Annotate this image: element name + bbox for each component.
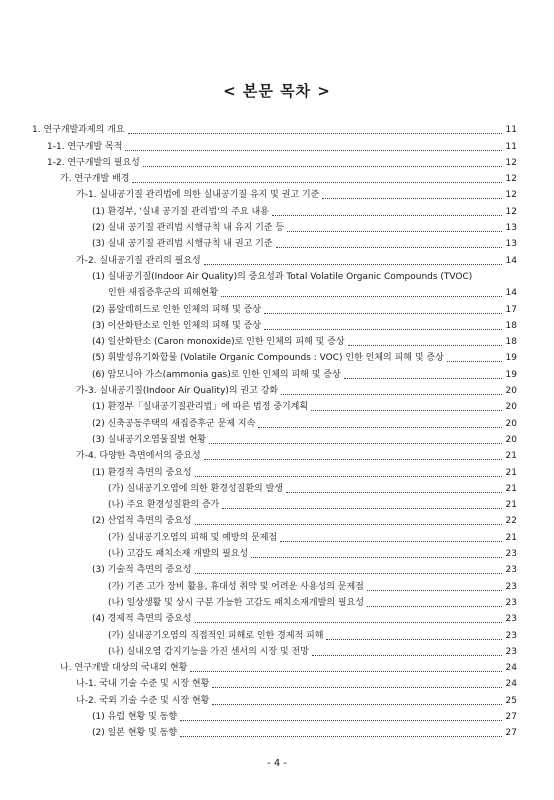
toc-entry-page: 13: [505, 239, 517, 250]
toc-entry-title: 나-1. 국내 기술 수준 및 시장 현황: [76, 679, 210, 690]
toc-entry-title: 1. 연구개발과제의 개요: [32, 125, 125, 136]
dot-leader: [281, 394, 502, 395]
dot-leader: [195, 524, 502, 525]
toc-entry[interactable]: [32, 446, 517, 462]
toc-entry-title: 1-2. 연구개발의 필요성: [47, 157, 140, 168]
toc-entry-page: 21: [505, 467, 517, 478]
toc-entry-title: (나) 실내오염 감지기능을 가진 센서의 시장 및 전망: [108, 646, 309, 657]
page-title: < 본문 목차 >: [223, 82, 331, 100]
dot-leader: [195, 476, 502, 477]
toc-entry-title: (6) 암모니아 가스(ammonia gas)로 인한 인체의 피해 및 증상: [92, 369, 341, 380]
toc-entry[interactable]: [32, 576, 517, 592]
toc-entry-page: 24: [505, 679, 517, 690]
toc-entry-page: 12: [505, 206, 517, 217]
toc-entry-page: 20: [505, 418, 517, 429]
toc-entry-page: 24: [505, 663, 517, 674]
toc-entry-title: (2) 실내 공기질 관리법 시행규칙 내 유지 기준 등: [92, 223, 285, 234]
dot-leader: [447, 361, 502, 362]
toc-entry-page: 27: [505, 711, 517, 722]
toc-entry[interactable]: [32, 674, 517, 690]
toc-entry-title: (가) 기존 고가 장비 활용, 휴대성 취약 및 어려운 사용성의 문제점: [108, 581, 364, 592]
toc-entry-page: 21: [505, 483, 517, 494]
dot-leader: [258, 427, 502, 428]
toc-entry-title: (1) 환경적 측면의 중요성: [92, 467, 192, 478]
toc-entry-page: 14: [505, 255, 517, 266]
dot-leader: [280, 541, 502, 542]
toc-entry-title: (4) 일산화탄소 (Caron monoxide)로 인한 인체의 피해 및 증상: [92, 337, 345, 348]
dot-leader: [322, 198, 502, 199]
toc-entry-page: 20: [505, 386, 517, 397]
toc-entry-page: 12: [505, 157, 517, 168]
table-of-contents: [32, 120, 517, 739]
toc-entry-page: 22: [505, 516, 517, 527]
dot-leader: [312, 655, 502, 656]
dot-leader: [286, 492, 502, 493]
dot-leader: [264, 329, 502, 330]
toc-entry[interactable]: [32, 527, 517, 543]
toc-entry-title: 가. 연구개발 배경: [60, 174, 130, 185]
toc-entry-page: 23: [505, 646, 517, 657]
page-number: - 4 -: [267, 758, 287, 769]
toc-entry-title: 가-1. 실내공기질 관리법에 의한 실내공기질 유지 및 권고 기준: [76, 190, 320, 201]
toc-entry-page: 12: [505, 174, 517, 185]
toc-entry-title: (2) 일본 현황 및 동향: [92, 728, 178, 739]
toc-entry[interactable]: [32, 593, 517, 609]
toc-entry[interactable]: [32, 316, 517, 332]
dot-leader: [132, 182, 502, 183]
dot-leader: [190, 671, 502, 672]
dot-leader: [143, 166, 502, 167]
toc-entry-title: (3) 이산화탄소로 인한 인체의 피해 및 증상: [92, 320, 262, 331]
toc-entry-page: 23: [505, 549, 517, 560]
toc-entry-title: 1-1. 연구개발 목적: [47, 141, 123, 152]
toc-entry-title: (나) 일상생활 및 상시 구분 가능한 고감도 패치소재개발의 필요성: [108, 597, 364, 608]
toc-entry-page: 12: [505, 190, 517, 201]
dot-leader: [128, 133, 502, 134]
toc-entry-title: (3) 기술적 측면의 중요성: [92, 565, 192, 576]
toc-entry-page: 25: [505, 695, 517, 706]
toc-entry[interactable]: [32, 120, 517, 136]
toc-entry[interactable]: [32, 136, 517, 152]
toc-entry-title: (5) 휘발성유기화합물 (Volatile Organic Compounds : VOC) 인한 인체의 피해 및 증상: [92, 353, 444, 364]
toc-entry[interactable]: [32, 250, 517, 266]
toc-entry[interactable]: [32, 169, 517, 185]
toc-entry[interactable]: [32, 201, 517, 217]
dot-leader: [326, 639, 502, 640]
dot-leader: [251, 557, 502, 558]
toc-entry[interactable]: [32, 364, 517, 380]
dot-leader: [195, 622, 502, 623]
toc-entry-title: (2) 산업적 측면의 중요성: [92, 516, 192, 527]
toc-entry-title: (가) 실내공기오염의 피해 및 예방의 문제점: [108, 532, 278, 543]
dot-leader: [367, 590, 502, 591]
toc-entry-title: (1) 환경부, '실내 공기질 관리법'의 주요 내용: [92, 206, 269, 217]
dot-leader: [311, 410, 502, 411]
toc-entry-page: 11: [505, 141, 517, 152]
dot-leader: [264, 313, 502, 314]
toc-entry[interactable]: [32, 234, 517, 250]
toc-entry-page: 17: [505, 304, 517, 315]
toc-entry-page: 13: [505, 223, 517, 234]
toc-entry-title: (나) 고감도 패치소재 개발의 필요성: [108, 549, 249, 560]
toc-entry-page: 27: [505, 728, 517, 739]
toc-entry-title: (3) 실내 공기질 관리법 시행규칙 내 권고 기준: [92, 239, 273, 250]
toc-entry-title: 나-2. 국외 기술 수준 및 시장 현황: [76, 695, 210, 706]
toc-entry-title: (나) 주요 환경성질환의 증가: [108, 500, 220, 511]
toc-entry[interactable]: [32, 723, 517, 739]
toc-entry[interactable]: [32, 495, 517, 511]
toc-entry-page: 20: [505, 402, 517, 413]
toc-entry-page: 23: [505, 614, 517, 625]
dot-leader: [276, 247, 502, 248]
toc-entry[interactable]: [32, 267, 517, 283]
toc-entry-title: (2) 신축공동주택의 새집증후군 문제 지속: [92, 418, 256, 429]
toc-entry[interactable]: [32, 332, 517, 348]
toc-entry[interactable]: [32, 707, 517, 723]
toc-entry[interactable]: [32, 381, 517, 397]
toc-entry-title: (2) 폼알데히드로 인한 인체의 피해 및 증상: [92, 304, 262, 315]
toc-entry-title: 나. 연구개발 대상의 국내외 현황: [60, 663, 188, 674]
toc-entry-page: 11: [505, 125, 517, 136]
toc-entry[interactable]: [32, 430, 517, 446]
toc-entry-page: 21: [505, 532, 517, 543]
toc-entry[interactable]: [32, 690, 517, 706]
toc-entry-page: 21: [505, 500, 517, 511]
dot-leader: [125, 150, 502, 151]
toc-entry[interactable]: [32, 625, 517, 641]
toc-entry-title: (1) 유럽 현황 및 동향: [92, 711, 178, 722]
toc-entry[interactable]: [32, 544, 517, 560]
toc-entry-page: 19: [505, 369, 517, 380]
toc-entry-page: 18: [505, 320, 517, 331]
dot-leader: [212, 704, 502, 705]
toc-entry-title: (3) 실내공기오염물질별 현황: [92, 434, 207, 445]
toc-entry-title: 가-3. 실내공기질(Indoor Air Quality)의 권고 강화: [76, 386, 279, 397]
toc-entry[interactable]: [32, 462, 517, 478]
toc-entry-title: 가-2. 실내공기질 관리의 필요성: [76, 255, 201, 266]
dot-leader: [204, 264, 502, 265]
toc-entry-title: (가) 실내공기오염에 의한 환경성질환의 발생: [108, 483, 283, 494]
toc-entry[interactable]: [32, 560, 517, 576]
dot-leader: [348, 345, 502, 346]
toc-entry-page: 20: [505, 434, 517, 445]
dot-leader: [287, 231, 502, 232]
toc-entry-page: 23: [505, 630, 517, 641]
dot-leader: [180, 720, 502, 721]
dot-leader: [344, 378, 502, 379]
toc-entry[interactable]: [32, 642, 517, 658]
toc-entry[interactable]: [32, 218, 517, 234]
toc-entry[interactable]: [32, 479, 517, 495]
dot-leader: [222, 508, 502, 509]
toc-entry[interactable]: [32, 397, 517, 413]
toc-entry[interactable]: [32, 153, 517, 169]
toc-entry-page: 21: [505, 451, 517, 462]
toc-entry-page: 14: [505, 288, 517, 299]
dot-leader: [204, 459, 502, 460]
dot-leader: [195, 573, 502, 574]
toc-entry-title: (가) 실내공기오염의 직접적인 피해로 인한 경제적 피해: [108, 630, 324, 641]
toc-entry-page: 19: [505, 353, 517, 364]
toc-entry-continuation[interactable]: [32, 283, 517, 299]
dot-leader: [212, 687, 502, 688]
dot-leader: [272, 215, 502, 216]
toc-entry-title: (1) 환경부「실내공기질관리법」에 따른 법정 중기계획: [92, 402, 309, 413]
toc-entry[interactable]: [32, 348, 517, 364]
toc-entry[interactable]: [32, 185, 517, 201]
toc-entry-page: 23: [505, 581, 517, 592]
toc-entry-title: 가-4. 다양한 측면에서의 중요성: [76, 451, 201, 462]
toc-entry[interactable]: [32, 511, 517, 527]
dot-leader: [367, 606, 502, 607]
toc-entry[interactable]: [32, 658, 517, 674]
toc-entry-title: 인한 새집증후군의 피해현황: [108, 288, 219, 299]
dot-leader: [209, 443, 502, 444]
toc-entry-page: 23: [505, 597, 517, 608]
dot-leader: [221, 296, 502, 297]
toc-entry-title: (1) 실내공기질(Indoor Air Quality)의 중요성과 Total Volatile Organic Compounds (TVOC): [92, 271, 473, 282]
toc-entry[interactable]: [32, 299, 517, 315]
toc-entry[interactable]: [32, 413, 517, 429]
toc-entry-page: 18: [505, 337, 517, 348]
dot-leader: [180, 736, 502, 737]
toc-entry-page: 23: [505, 565, 517, 576]
toc-entry-title: (4) 경제적 측면의 중요성: [92, 614, 192, 625]
toc-entry[interactable]: [32, 609, 517, 625]
